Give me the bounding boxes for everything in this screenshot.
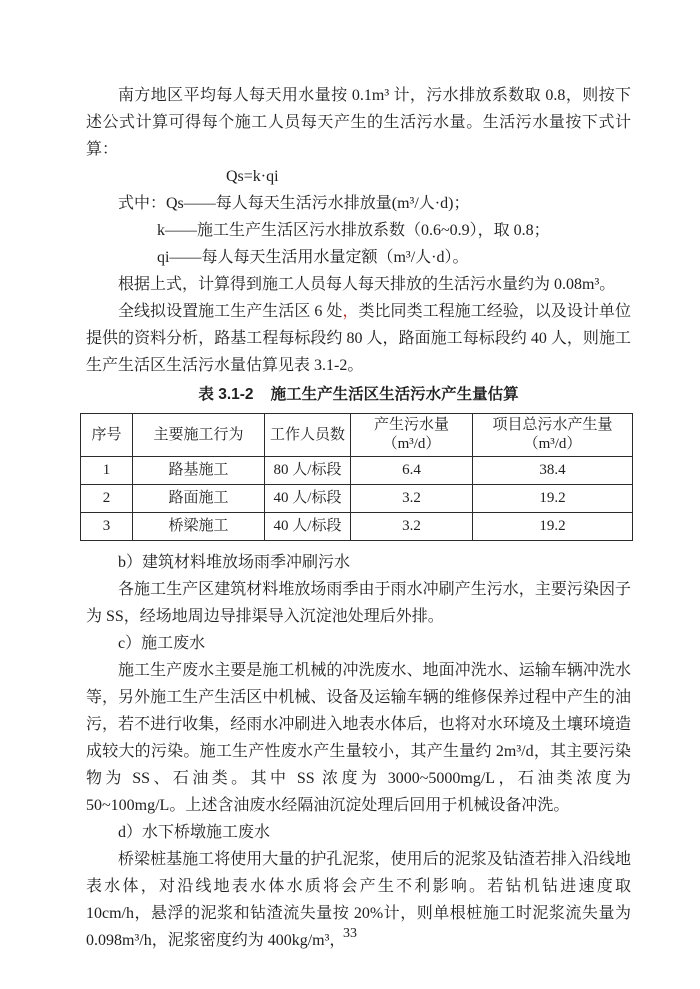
formula-term-qi: qi——每人每天生活用水量定额（m³/人·d）。 xyxy=(157,249,469,266)
table-row xyxy=(81,513,633,541)
paragraph-c: 施工生产废水主要是施工机械的冲洗废水、地面冲洗水、运输车辆冲洗水等，另外施工生产生活区中机械、设备及运输车辆的维修保养过程中产生的油污，若不进行收集，经雨水冲刷进入地表水体后，也将对水环境及土壤环境造成较大的污染。施工生产性废水产生量较小，其产生量约 2m³/d，其主要污染物为 SS、石油类。其中 SS 浓度为 3000~5000mg/L，石油类浓度为 50~100mg/L。上述含油废水经隔油沉淀处理后回用于机械设备冲洗。 xyxy=(86,662,631,814)
revision-comma: ， xyxy=(342,303,359,320)
table-cell: 38.4 xyxy=(473,457,633,485)
heading-b: b）建筑材料堆放场雨季冲刷污水 xyxy=(118,554,351,571)
heading-c: c）施工废水 xyxy=(118,635,206,652)
table-cell: 19.2 xyxy=(473,513,633,541)
column-header-index: 序号 xyxy=(81,414,133,457)
camps-text-after: 类比同类工程施工经验，以及设计单位提供的资料分析，路基工程每标段约 80 人，路面施工每标段约 40 人，则施工生产生活区生活污水量估算见表 3.1-2。 xyxy=(86,303,631,374)
table-cell: 路基施工 xyxy=(133,457,265,485)
table-cell: 路面施工 xyxy=(133,485,265,513)
table-caption xyxy=(86,381,631,408)
table-row xyxy=(81,485,633,513)
table-row xyxy=(81,457,633,485)
table-cell: 6.4 xyxy=(351,457,473,485)
paragraph-b: 各施工生产区建筑材料堆放场雨季由于雨水冲刷产生污水，主要污染因子为 SS，经场地周边导排渠导入沉淀池处理后外排。 xyxy=(86,581,631,625)
table-cell: 40 人/标段 xyxy=(265,513,351,541)
table-cell: 1 xyxy=(81,457,133,485)
paragraph-result: 根据上式，计算得到施工人员每人每天排放的生活污水量约为 0.08m³。 xyxy=(118,276,616,293)
table-caption-title: 施工生产生活区生活污水产生量估算 xyxy=(270,386,519,403)
table-cell: 3 xyxy=(81,513,133,541)
paragraph-camps xyxy=(86,298,631,379)
wastewater-estimate-table xyxy=(80,413,633,541)
column-header-activity: 主要施工行为 xyxy=(133,414,265,457)
formula: Qs=k·qi xyxy=(226,168,279,185)
heading-d: d）水下桥墩施工废水 xyxy=(118,824,271,841)
table-cell: 桥梁施工 xyxy=(133,513,265,541)
table-cell: 2 xyxy=(81,485,133,513)
page-number: 33 xyxy=(343,926,357,941)
column-header-total: 项目总污水产生量（m³/d） xyxy=(473,414,633,457)
page-content xyxy=(86,82,631,954)
table-cell: 3.2 xyxy=(351,513,473,541)
paragraph-intro: 南方地区平均每人每天用水量按 0.1m³ 计，污水排放系数取 0.8，则按下述公式计算可得每个施工人员每天产生的生活污水量。生活污水量按下式计算： xyxy=(86,87,631,158)
table-cell: 40 人/标段 xyxy=(265,485,351,513)
camps-text-before: 全线拟设置施工生产生活区 6 处 xyxy=(118,303,343,320)
table-cell: 3.2 xyxy=(351,485,473,513)
paragraph-d: 桥梁桩基施工将使用大量的护孔泥浆，使用后的泥浆及钻渣若排入沿线地表水体，对沿线地表水体水质将会产生不利影响。若钻机钻进速度取 10cm/h，悬浮的泥浆和钻渣流失量按 20%计，则单根桩施工时泥浆流失量为 0.098m³/h，泥浆密度约为 400kg/m³， xyxy=(86,851,631,949)
table-cell: 19.2 xyxy=(473,485,633,513)
formula-term-qs: 式中：Qs——每人每天生活污水排放量(m³/人·d)； xyxy=(118,195,470,212)
table-cell: 80 人/标段 xyxy=(265,457,351,485)
table-header-row xyxy=(81,414,633,457)
formula-term-k: k——施工生产生活区污水排放系数（0.6~0.9），取 0.8； xyxy=(157,222,550,239)
table-caption-label: 表 3.1-2 xyxy=(198,386,254,403)
column-header-wastewater: 产生污水量（m³/d） xyxy=(351,414,473,457)
column-header-workers: 工作人员数 xyxy=(265,414,351,457)
